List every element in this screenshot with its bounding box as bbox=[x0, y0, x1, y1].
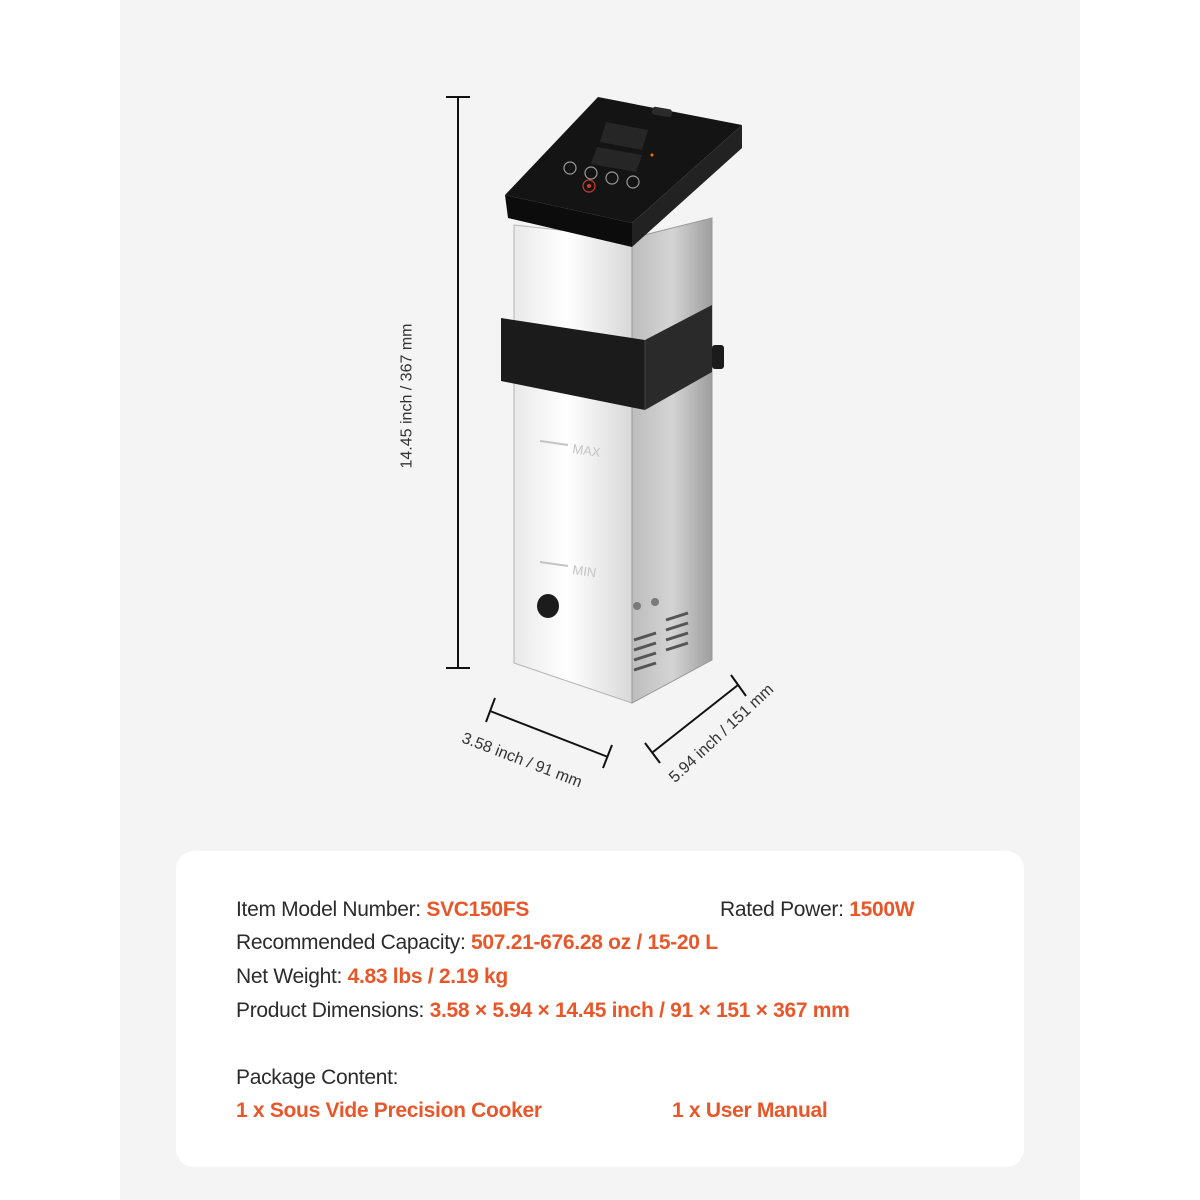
rated-power-row bbox=[720, 898, 914, 922]
rated-power-label: Rated Power: bbox=[720, 898, 844, 921]
capacity-label: Recommended Capacity: bbox=[236, 931, 466, 954]
model-number-label: Item Model Number: bbox=[236, 898, 421, 921]
capacity-value: 507.21-676.28 oz / 15-20 L bbox=[471, 931, 718, 954]
model-number-value: SVC150FS bbox=[426, 898, 530, 921]
height-dimension-line bbox=[446, 97, 470, 668]
max-mark: MAX bbox=[571, 441, 602, 460]
model-number-row bbox=[236, 898, 529, 922]
capacity-row bbox=[236, 931, 718, 955]
net-weight-row bbox=[236, 965, 508, 989]
rated-power-value: 1500W bbox=[849, 898, 915, 921]
net-weight-value: 4.83 lbs / 2.19 kg bbox=[347, 965, 508, 988]
width-dimension-label: 3.58 inch / 91 mm bbox=[459, 729, 585, 792]
product-dimensions-label: Product Dimensions: bbox=[236, 999, 425, 1022]
depth-dimension-label: 5.94 inch / 151 mm bbox=[666, 681, 778, 787]
cooker-body bbox=[514, 218, 712, 703]
package-item: 1 x Sous Vide Precision Cooker bbox=[236, 1099, 542, 1122]
spec-card bbox=[176, 851, 1024, 1167]
net-weight-label: Net Weight: bbox=[236, 965, 343, 988]
package-item: 1 x User Manual bbox=[672, 1099, 828, 1122]
product-dimensions-value: 3.58 × 5.94 × 14.45 inch / 91 × 151 × 367 mm bbox=[429, 999, 850, 1022]
package-content-heading: Package Content: bbox=[236, 1066, 399, 1089]
height-dimension-label: 14.45 inch / 367 mm bbox=[398, 323, 416, 469]
outlet-hole bbox=[537, 594, 559, 618]
product-dimensions-row bbox=[236, 999, 850, 1023]
min-mark: MIN bbox=[571, 562, 598, 581]
